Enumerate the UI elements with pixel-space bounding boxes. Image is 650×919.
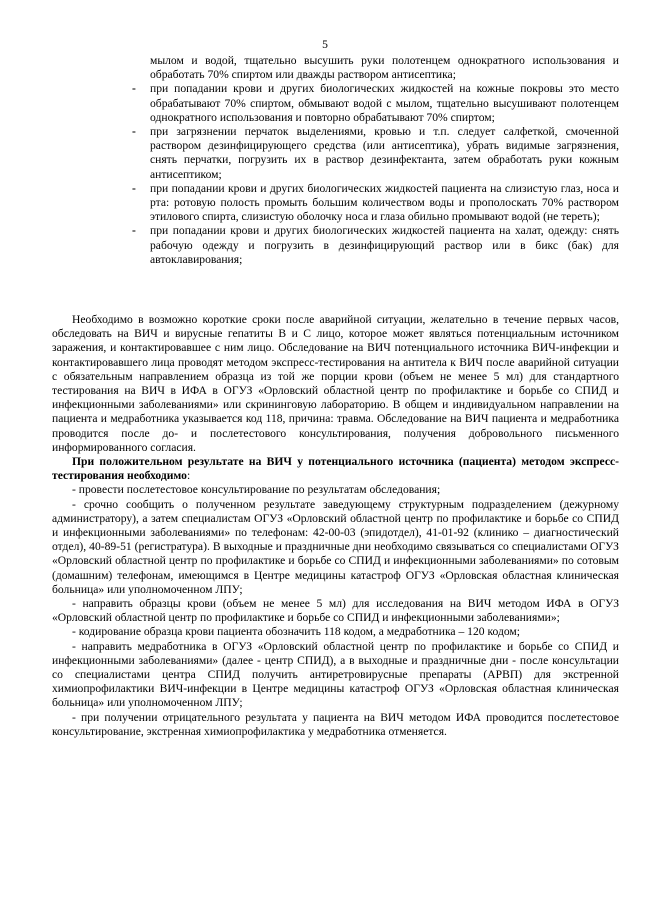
bullet-item <box>102 82 619 125</box>
bullet-marker: - <box>132 224 136 238</box>
action-item: - при получении отрицательного результата у пациента на ВИЧ методом ИФА проводится послетестовое консультирование, экстренная химиопрофилактика у медработника отменяется. <box>52 710 619 738</box>
bullet-marker: - <box>132 125 136 139</box>
bullet-item <box>102 125 619 182</box>
bullet-text: при попадании крови и других биологических жидкостей пациента на слизистую глаз, носа и рта: ротовую полость промыть большим количеством воды и прополоскать 70% раствором этилового спирта, слизистую оболочку носа и глаза обильно промывают водой (не тереть); <box>150 181 619 224</box>
action-item: - кодирование образца крови пациента обозначить 118 кодом, а медработника – 120 кодом; <box>72 625 520 639</box>
action-item: - направить медработника в ОГУЗ «Орловский областной центр по профилактике и борьбе со СПИД и инфекционными заболеваниями» (далее - центр СПИД), а в выходные и праздничные дни - после консультации со специалистами центра СПИД получить антиретровирусные препараты (АРВП) для экстренной химиопрофилактики ВИЧ-инфекции в Центре медицины катастроф ОГУЗ «Орловская областная клиническая больница» или уполномоченном ЛПУ; <box>52 639 619 710</box>
action-item: - направить образцы крови (объем не менее 5 мл) для исследования на ВИЧ методом ИФА в ОГУЗ «Орловский областной центр по профилактике и борьбе со СПИД и инфекционными заболеваниями»; <box>52 597 619 625</box>
bullet-item <box>102 182 619 225</box>
bullet-text: при загрязнении перчаток выделениями, кровью и т.п. следует салфеткой, смоченной раствором дезинфицирующего средства (или антисептика), убрать видимые загрязнения, снять перчатки, погрузить их в раствор дезинфектанта, затем обработать руки кожным антисептиком; <box>150 125 619 181</box>
section-heading-text: При положительном результате на ВИЧ у потенциального источника (пациента) методом экспресс-тестирования необходимо <box>52 455 619 483</box>
intro-continuation: мылом и водой, тщательно высушить руки полотенцем однократного использования и обработать 70% спиртом или дважды раствором антисептика; <box>150 54 619 82</box>
action-item: - провести послетестовое консультирование по результатам обследования; <box>72 483 441 497</box>
bullet-text: при попадании крови и других биологических жидкостей на кожные покровы это место обрабатывают 70% спиртом, обмывают водой с мылом, тщательно высушивают полотенцем однократного использования и повторно обрабатывают 70% спиртом; <box>150 82 619 124</box>
bullet-item <box>102 224 619 267</box>
bullet-marker: - <box>132 82 136 96</box>
action-item: - срочно сообщить о полученном результате заведующему структурным подразделением (дежурному администратору), а затем специалистам ОГУЗ «Орловский областной центр по профилактике и борьбе со СПИД и инфекционными заболеваниями» по телефонам: 42-00-03 (эпидотдел), 41-01-92 (клинико – диагностический отдел), 40-89-51 (регистратура). В выходные и праздничные дни необходимо связываться со специалистами ОГУЗ «Орловский областной центр по профилактике и борьбе со СПИД и инфекционными заболеваниями» по сотовым (домашним) телефонам, имеющимся в Центре медицины катастроф ОГУЗ «Орловская областная клиническая больница» или уполномоченном ЛПУ; <box>52 497 619 596</box>
main-section <box>52 313 619 739</box>
bullet-text: при попадании крови и других биологических жидкостей пациента на халат, одежду: снять рабочую одежду и погрузить в дезинфицирующий раствор или в бикс (бак) для автоклавирования; <box>150 224 619 266</box>
body-paragraph: Необходимо в возможно короткие сроки после аварийной ситуации, желательно в течение первых часов, обследовать на ВИЧ и вирусные гепатиты В и С лицо, которое может являться потенциальным источником заражения, и контактировавшее с ним лицо. Обследование на ВИЧ потенциального источника ВИЧ-инфекции и контактировавшего лица проводят методом экспресс-тестирования на антитела к ВИЧ после аварийной ситуации с обязательным направлением образца из той же порции крови (объем не менее 5 мл) для стандартного тестирования на ВИЧ в ИФА в ОГУЗ «Орловский областной центр по профилактике и борьбе со СПИД и инфекционными заболеваниями» или скрининговую лабораторию. В общем и индивидуальном направлении на пациента и медработника указывается код 118, причина: травма. Обследование на ВИЧ пациента и медработника проводится после до- и послетестового консультирования, получения добровольного письменного информированного согласия. <box>52 313 619 454</box>
bullet-marker: - <box>132 181 136 195</box>
section-heading <box>52 455 619 483</box>
page-content <box>102 54 619 267</box>
page-number: 5 <box>322 38 328 51</box>
section-heading-colon: : <box>186 469 191 483</box>
